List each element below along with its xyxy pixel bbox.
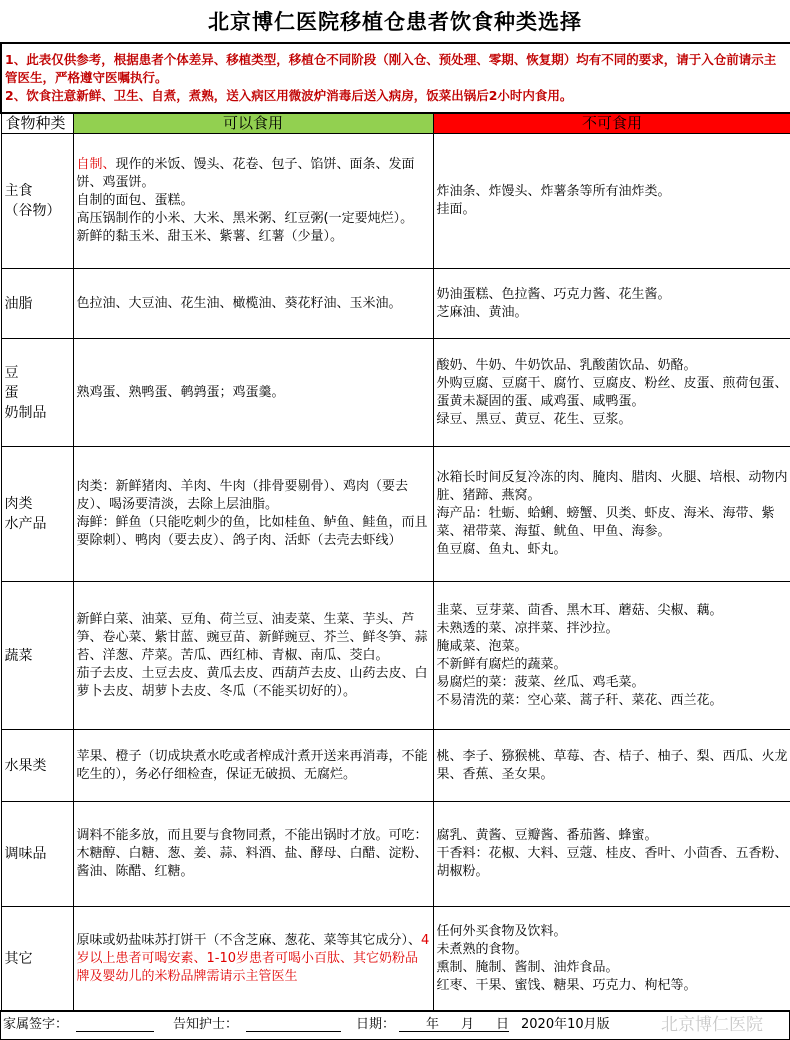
category-label: 油脂 — [4, 295, 33, 312]
date-label: 日期： — [356, 1017, 396, 1032]
allowed-item — [77, 611, 430, 665]
forbidden-item: 干香料：花椒、大料、豆蔻、桂皮、香叶、小茴香、五香粉、胡椒粉。 — [436, 846, 788, 879]
version-label: 2020年10月版 — [521, 1017, 610, 1032]
forbidden-item: 未熟透的菜、凉拌菜、拌沙拉。 — [436, 620, 619, 636]
forbidden-item: 外购豆腐、豆腐干、腐竹、豆腐皮、粉丝、皮蛋、煎荷包蛋、蛋黄未凝固的蛋、咸鸡蛋、咸鸭蛋。 — [436, 375, 788, 409]
item-text: 熟鸡蛋、熟鸭蛋、鹌鹑蛋；鸡蛋羹。 — [76, 384, 285, 400]
highlighted-text: 自制、 — [76, 157, 116, 172]
category-label: 豆 — [4, 364, 19, 381]
forbidden-item: 挂面。 — [436, 202, 476, 217]
forbidden-cell — [433, 907, 790, 1012]
forbidden-item: 桃、李子、猕猴桃、草莓、杏、桔子、柚子、梨、西瓜、火龙果、香蕉、圣女果。 — [436, 748, 788, 782]
date-field[interactable] — [399, 1011, 509, 1032]
category-cell — [1, 730, 73, 802]
header-row — [1, 113, 790, 134]
date-year: 年 — [426, 1017, 440, 1032]
forbidden-item: 芝麻油、黄油。 — [436, 304, 528, 320]
allowed-cell — [73, 134, 433, 269]
table-row — [1, 802, 790, 907]
note-1: 1、此表仅供参考，根据患者个体差异、移植类型，移植仓不同阶段（刚入仓、预处理、零期、恢复期）均有不同的要求，请于入仓前请示主管医生，严格遵守医嘱执行。 — [5, 52, 777, 85]
date-day: 日 — [496, 1017, 510, 1032]
allowed-cell — [73, 730, 433, 802]
header-allowed: 可以食用 — [73, 113, 433, 134]
item-text: 调料不能多放，而且要与食物同煮，不能出锅时才放。可吃：木糖醇、白糖、葱、姜、蒜、料酒、盐、酵母、白醋、淀粉、酱油、陈醋、红糖。 — [76, 828, 428, 879]
forbidden-item: 腐乳、黄酱、豆瓣酱、番茄酱、蜂蜜。 — [436, 828, 658, 843]
allowed-item — [77, 228, 430, 246]
forbidden-item: 鱼豆腐、鱼丸、虾丸。 — [436, 542, 567, 557]
forbidden-item: 奶油蛋糕、色拉酱、巧克力酱、花生酱。 — [436, 286, 671, 302]
allowed-cell — [73, 269, 433, 339]
forbidden-item: 不易清洗的菜：空心菜、蒿子秆、菜花、西兰花。 — [436, 692, 723, 708]
allowed-cell — [73, 802, 433, 907]
forbidden-item: 熏制、腌制、酱制、油炸食品。 — [436, 960, 619, 975]
category-cell — [1, 907, 73, 1012]
allowed-item — [77, 192, 430, 210]
date-month: 月 — [461, 1017, 475, 1032]
forbidden-item: 易腐烂的菜：菠菜、丝瓜、鸡毛菜。 — [436, 674, 645, 690]
forbidden-item: 未煮熟的食物。 — [436, 942, 528, 957]
item-text: 新鲜白菜、油菜、豆角、荷兰豆、油麦菜、生菜、芋头、芦笋、卷心菜、紫甘蓝、豌豆苗、新鲜豌豆、芥兰、鲜冬笋、蒜苔、洋葱、芹菜。苦瓜、西红柿、青椒、南瓜、茭白。 — [76, 611, 428, 663]
table-row — [1, 134, 790, 269]
category-label: 蛋 — [4, 384, 19, 401]
forbidden-cell — [433, 730, 790, 802]
category-cell — [1, 447, 73, 582]
forbidden-item: 冰箱长时间反复冷冻的肉、腌肉、腊肉、火腿、培根、动物内脏、猪蹄、燕窝。 — [436, 470, 788, 503]
table-row — [1, 447, 790, 582]
forbidden-item: 海产品：牡蛎、蛤蜊、螃蟹、贝类、虾皮、海米、海带、紫菜、裙带菜、海蜇、鱿鱼、甲鱼、海参。 — [436, 506, 775, 539]
allowed-item — [77, 748, 430, 784]
notes-row — [1, 43, 790, 113]
category-cell — [1, 134, 73, 269]
table-row — [1, 339, 790, 447]
allowed-cell — [73, 582, 433, 730]
allowed-item — [77, 932, 430, 986]
item-text: 海鲜：鲜鱼（只能吃刺少的鱼，比如桂鱼、鲈鱼、鲑鱼，而且要除刺）、鸭肉（要去皮）、鸽子肉、活虾（去壳去虾线） — [76, 515, 428, 548]
forbidden-cell — [433, 582, 790, 730]
category-label: 水果类 — [4, 757, 47, 774]
item-text: 自制的面包、蛋糕。 — [76, 193, 194, 208]
allowed-item — [77, 295, 430, 313]
item-text: 肉类：新鲜猪肉、羊肉、牛肉（排骨要剔骨）、鸡肉（要去皮）、喝汤要清淡，去除上层油脂。 — [76, 479, 409, 512]
signature-footer — [0, 1010, 790, 1040]
diet-table — [0, 42, 790, 1012]
item-text: 苹果、橙子（切成块煮水吃或者榨成汁煮开送来再消毒，不能吃生的），务必仔细检查，保证无破损、无腐烂。 — [76, 748, 428, 782]
category-label: 其它 — [4, 951, 33, 967]
category-label: 肉类 — [4, 496, 33, 512]
allowed-item — [77, 665, 430, 701]
allowed-item — [77, 478, 430, 514]
allowed-item — [77, 156, 430, 192]
table-row — [1, 582, 790, 730]
family-sign-field[interactable] — [76, 1011, 154, 1032]
allowed-cell — [73, 339, 433, 447]
allowed-item — [77, 210, 430, 228]
allowed-cell — [73, 447, 433, 582]
forbidden-item: 红枣、干果、蜜饯、糖果、巧克力、枸杞等。 — [436, 978, 697, 993]
item-text: 茄子去皮、土豆去皮、黄瓜去皮、西葫芦去皮、山药去皮、白萝卜去皮、胡萝卜去皮、冬瓜（不能买切好的）。 — [76, 665, 428, 699]
allowed-item — [77, 514, 430, 550]
category-cell — [1, 582, 73, 730]
forbidden-cell — [433, 339, 790, 447]
forbidden-item: 绿豆、黑豆、黄豆、花生、豆浆。 — [436, 411, 632, 427]
header-forbidden: 不可食用 — [433, 113, 790, 134]
item-text: 高压锅制作的小米、大米、黑米粥、红豆粥(一定要炖烂）。 — [76, 211, 414, 226]
forbidden-cell — [433, 802, 790, 907]
forbidden-item: 腌咸菜、泡菜。 — [436, 638, 528, 654]
item-text: 现作的米饭、馒头、花卷、包子、馅饼、面条、发面饼、鸡蛋饼。 — [76, 157, 415, 190]
category-label: （谷物） — [4, 203, 61, 219]
allowed-cell — [73, 907, 433, 1012]
category-label: 主食 — [4, 183, 33, 199]
forbidden-cell — [433, 134, 790, 269]
nurse-label: 告知护士： — [173, 1017, 239, 1032]
category-cell — [1, 802, 73, 907]
allowed-item — [77, 384, 430, 402]
item-text: 原味或奶盐味苏打饼干（不含芝麻、葱花、菜等其它成分）、 — [76, 933, 422, 948]
forbidden-item: 韭菜、豆芽菜、茴香、黑木耳、蘑菇、尖椒、藕。 — [436, 602, 723, 618]
notes-cell — [1, 43, 790, 113]
table-row — [1, 907, 790, 1012]
allowed-item — [77, 827, 430, 881]
forbidden-item: 不新鲜有腐烂的蔬菜。 — [436, 656, 567, 672]
highlighted-text: 4岁以上患者可喝安素、1-10岁患者可喝小百肽、其它奶粉品牌及婴幼儿的米粉品牌需请示主管医生 — [76, 933, 430, 984]
forbidden-cell — [433, 447, 790, 582]
header-category: 食物种类 — [1, 113, 73, 134]
forbidden-item: 任何外买食物及饮料。 — [436, 924, 567, 939]
page-title: 北京博仁医院移植仓患者饮食种类选择 — [208, 10, 582, 34]
category-label: 调味品 — [4, 846, 47, 862]
category-label: 水产品 — [4, 516, 47, 532]
family-sign-label: 家属签字： — [3, 1017, 69, 1032]
item-text: 新鲜的黏玉米、甜玉米、紫薯、红薯（少量）。 — [76, 229, 344, 244]
forbidden-item: 炸油条、炸馒头、炸薯条等所有油炸类。 — [436, 184, 671, 199]
table-row — [1, 269, 790, 339]
table-row — [1, 730, 790, 802]
category-cell — [1, 339, 73, 447]
forbidden-cell — [433, 269, 790, 339]
category-label: 蔬菜 — [4, 647, 33, 664]
category-label: 奶制品 — [4, 404, 47, 421]
note-2: 2、饮食注意新鲜、卫生、自煮，煮熟，送入病区用微波炉消毒后送入病房，饭菜出锅后2小时内食用。 — [5, 88, 573, 103]
forbidden-item: 酸奶、牛奶、牛奶饮品、乳酸菌饮品、奶酪。 — [436, 357, 697, 373]
nurse-field[interactable] — [246, 1011, 341, 1032]
item-text: 色拉油、大豆油、花生油、橄榄油、葵花籽油、玉米油。 — [76, 295, 402, 311]
watermark-logo: 北京博仁医院 — [661, 1015, 763, 1035]
category-cell — [1, 269, 73, 339]
